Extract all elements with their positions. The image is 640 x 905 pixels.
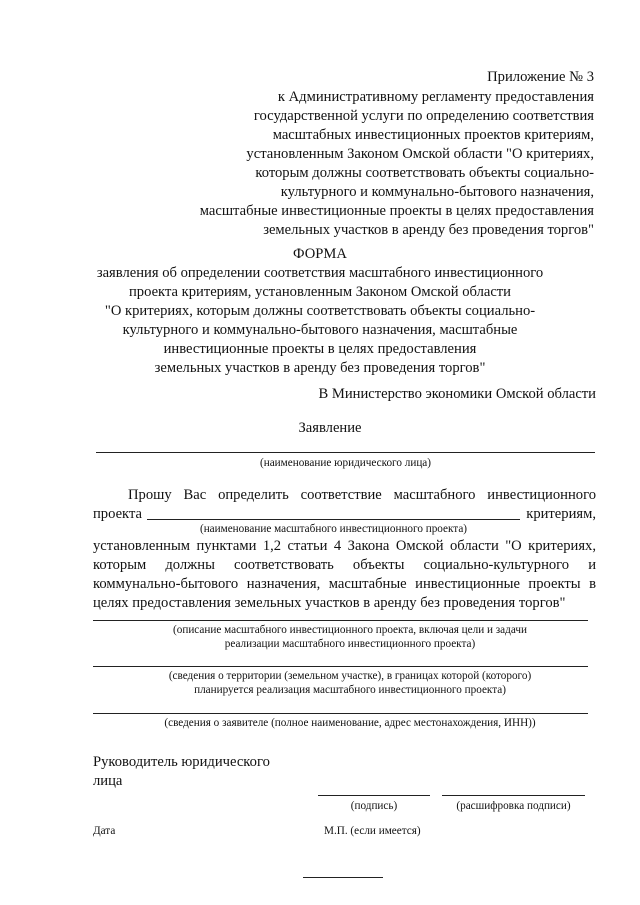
footnote-separator <box>303 877 383 878</box>
request-line: которым должны соответствовать объекты социально-культурного и <box>93 557 596 573</box>
signature-decoding-line <box>442 795 585 796</box>
appendix-line: которым должны соответствовать объекты социально- <box>255 165 594 181</box>
form-title-line: "О критериях, которым должны соответствовать объекты социально- <box>104 303 536 319</box>
signature-line <box>318 795 430 796</box>
form-title-line: проекта критериям, установленным Законом Омской области <box>128 284 511 300</box>
statement-title: Заявление <box>298 420 362 436</box>
appendix-line: государственной услуги по определению соответствия <box>253 108 594 124</box>
appendix-line: к Административному регламенту предоставления <box>277 89 594 105</box>
form-title-line: заявления об определении соответствия масштабного инвестиционного <box>96 265 544 281</box>
head-title: Руководитель юридического <box>93 754 270 770</box>
form-title-line: инвестиционные проекты в целях предоставления <box>163 341 477 357</box>
description-caption: реализации масштабного инвестиционного проекта) <box>224 638 476 650</box>
request-line: Прошу Вас определить соответствие масштабного инвестиционного <box>128 487 596 503</box>
request-line: коммунально-бытового назначения, масштабные инвестиционные проекты в <box>93 576 596 592</box>
appendix-line: масштабные инвестиционные проекты в целях предоставления <box>199 203 594 219</box>
project-name-line <box>147 519 520 520</box>
request-line: целях предоставления земельных участков в аренду без проведения торгов" <box>93 595 566 611</box>
stamp-label: М.П. (если имеется) <box>324 825 421 837</box>
territory-line <box>93 666 588 667</box>
form-title-line: земельных участков в аренду без проведения торгов" <box>154 360 486 376</box>
appendix-line: установленным Законом Омской области "О критериях, <box>246 146 594 162</box>
signature-decoding-caption: (расшифровка подписи) <box>456 800 571 812</box>
legal-entity-line <box>96 452 595 453</box>
applicant-line <box>93 713 588 714</box>
recipient: В Министерство экономики Омской области <box>318 386 596 402</box>
appendix-number: Приложение № 3 <box>487 69 594 85</box>
request-line: установленным пунктами 1,2 статьи 4 Закона Омской области "О критериях, <box>93 538 596 554</box>
appendix-line: культурного и коммунально-бытового назначения, <box>280 184 594 200</box>
applicant-caption: (сведения о заявителе (полное наименование, адрес местонахождения, ИНН)) <box>164 717 536 729</box>
appendix-line: масштабных инвестиционных проектов критериям, <box>272 127 594 143</box>
project-word: проекта <box>93 506 142 522</box>
territory-caption: (сведения о территории (земельном участке), в границах которой (которого) <box>168 670 532 682</box>
description-line <box>93 620 588 621</box>
criteria-word: критериям, <box>526 506 596 522</box>
head-title: лица <box>93 773 123 789</box>
date-label: Дата <box>93 825 116 837</box>
appendix-line: земельных участков в аренду без проведения торгов" <box>263 222 594 238</box>
description-caption: (описание масштабного инвестиционного проекта, включая цели и задачи <box>173 624 527 636</box>
form-heading: ФОРМА <box>293 246 347 262</box>
territory-caption: планируется реализация масштабного инвестиционного проекта) <box>194 684 506 696</box>
legal-entity-caption: (наименование юридического лица) <box>260 457 431 469</box>
project-name-caption: (наименование масштабного инвестиционного проекта) <box>199 523 468 535</box>
form-title-line: культурного и коммунально-бытового назначения, масштабные <box>122 322 518 338</box>
signature-caption: (подпись) <box>350 800 398 812</box>
